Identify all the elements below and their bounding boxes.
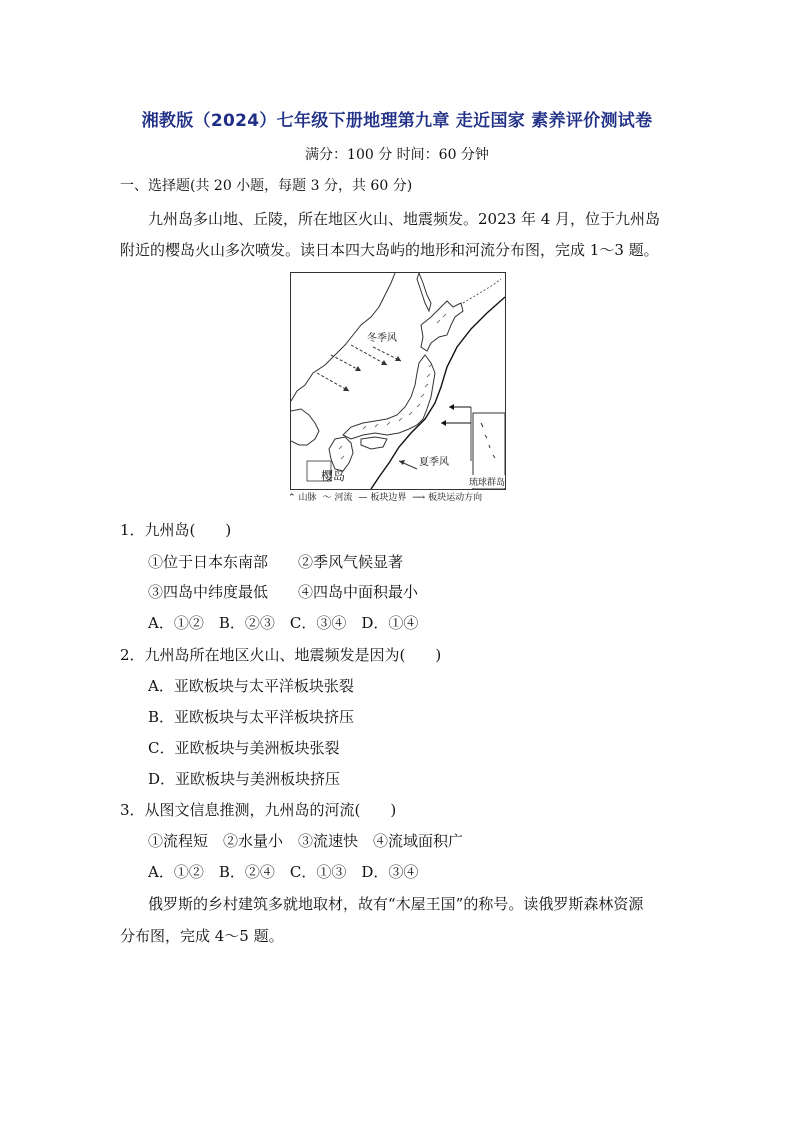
question-stem: 1．九州岛( ) <box>120 521 232 539</box>
intro-line: 附近的樱岛火山多次喷发。读日本四大岛屿的地形和河流分布图，完成 1～3 题。 <box>120 241 659 259</box>
answer-choice: A．亚欧板块与太平洋板块张裂 <box>148 677 354 695</box>
japan-map-drawing <box>291 273 505 489</box>
answer-choices: A．①② B．②④ C．①③ D．③④ <box>148 863 419 881</box>
page-title: 湘教版（2024）七年级下册地理第九章 走近国家 素养评价测试卷 <box>141 111 653 131</box>
answer-choices: A．①② B．②③ C．③④ D．①④ <box>148 614 419 632</box>
sakurajima-label: 樱岛 <box>321 469 346 483</box>
ryukyu-label: 琉球群岛 <box>469 475 505 488</box>
question-stem: 3．从图文信息推测，九州岛的河流( ) <box>120 801 397 819</box>
map-legend <box>288 490 485 503</box>
legend-motion: 板块运动方向 <box>428 493 483 503</box>
river-icon: ～ <box>322 493 332 503</box>
exam-info: 满分：100 分 时间：60 分钟 <box>305 147 489 163</box>
question-stem: 2．九州岛所在地区火山、地震频发是因为( ) <box>120 646 442 664</box>
legend-mountain: 山脉 <box>298 493 317 503</box>
japan-map-figure <box>290 272 506 490</box>
question-options: ①位于日本东南部 ②季风气候显著 <box>148 553 404 571</box>
intro-line: 俄罗斯的乡村建筑多就地取材，故有“木屋王国”的称号。读俄罗斯森林资源 <box>148 895 644 913</box>
intro-line: 分布图，完成 4～5 题。 <box>120 927 284 945</box>
boundary-icon: — <box>358 493 368 503</box>
winter-monsoon-label: 冬季风 <box>367 333 397 344</box>
question-options: ①流程短 ②水量小 ③流速快 ④流域面积广 <box>148 832 464 850</box>
legend-boundary: 板块边界 <box>370 493 407 503</box>
mountain-icon: ⌃ <box>288 493 296 503</box>
intro-line: 九州岛多山地、丘陵，所在地区火山、地震频发。2023 年 4 月，位于九州岛 <box>148 210 661 228</box>
answer-choice: D．亚欧板块与美洲板块挤压 <box>148 770 341 788</box>
question-options: ③四岛中纬度最低 ④四岛中面积最小 <box>148 583 419 601</box>
arrow-icon: ⟶ <box>412 493 426 503</box>
answer-choice: B．亚欧板块与太平洋板块挤压 <box>148 708 355 726</box>
summer-monsoon-label: 夏季风 <box>419 457 449 468</box>
answer-choice: C．亚欧板块与美洲板块张裂 <box>148 739 340 757</box>
legend-river: 河流 <box>334 493 353 503</box>
section-heading: 一、选择题(共 20 小题，每题 3 分，共 60 分) <box>120 178 413 194</box>
